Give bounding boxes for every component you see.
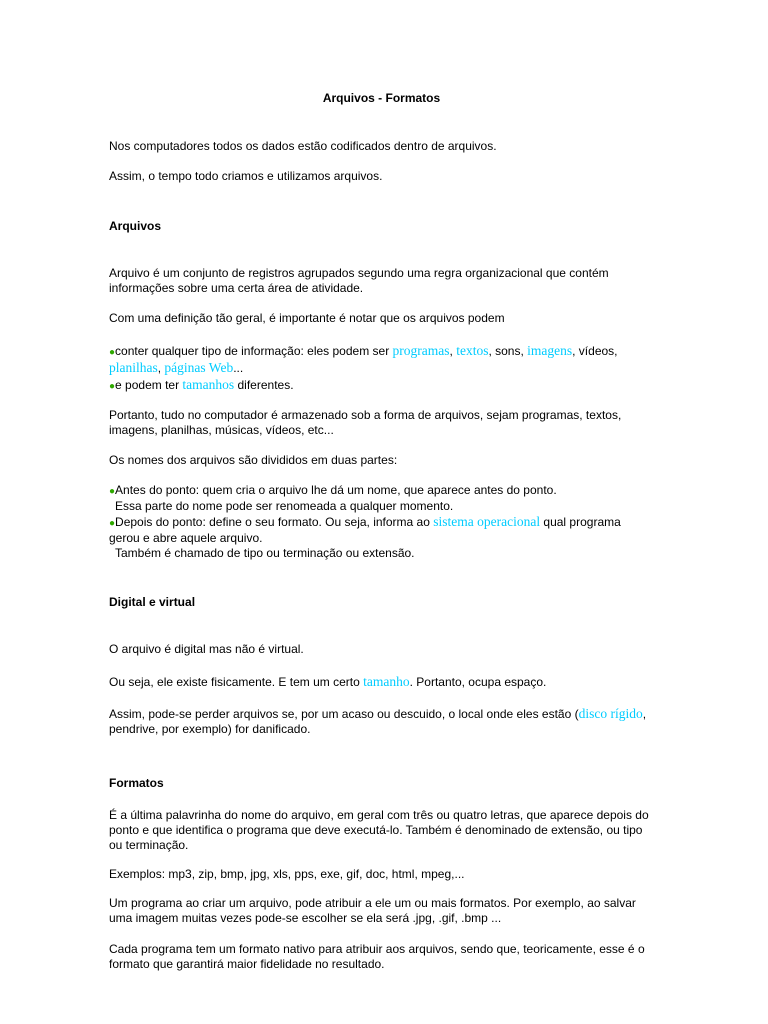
link-paginas-web[interactable]: páginas Web: [164, 360, 234, 375]
bullet-icon: ●: [109, 347, 116, 358]
digital-paragraph-3: Assim, pode-se perder arquivos se, por um acaso ou descuido, o local onde eles estão (disco rígido, pendrive, por exemplo) for danificado.: [109, 706, 647, 736]
link-imagens[interactable]: imagens: [527, 343, 573, 358]
bullet-item-2: ●e podem ter tamanhos diferentes.: [109, 377, 294, 392]
formatos-paragraph-2: Exemplos: mp3, zip, bmp, jpg, xls, pps, exe, gif, doc, html, mpeg,...: [109, 867, 465, 881]
bullet-item-1: ●conter qualquer tipo de informação: eles podem ser programas, textos, sons, imagens, vídeos, planilhas, páginas Web...: [109, 343, 618, 375]
intro-paragraph-2: Assim, o tempo todo criamos e utilizamos arquivos.: [109, 169, 383, 183]
digital-paragraph-1: O arquivo é digital mas não é virtual.: [109, 642, 304, 656]
bullet-item-4: ●Depois do ponto: define o seu formato. Ou seja, informa ao sistema operacional qual programa gerou e abre aquele arquivo. Também é chamado de tipo ou terminação ou extensão.: [109, 514, 621, 560]
link-sistema-operacional[interactable]: sistema operacional: [433, 514, 541, 529]
arquivos-paragraph-1: Arquivo é um conjunto de registros agrupados segundo uma regra organizacional que contém informações sobre uma certa área de atividade.: [109, 266, 609, 295]
formatos-paragraph-4: Cada programa tem um formato nativo para atribuir aos arquivos, sendo que, teoricamente, esse é o formato que garantirá maior fidelidade no resultado.: [109, 942, 645, 971]
digital-paragraph-2: Ou seja, ele existe fisicamente. E tem um certo tamanho. Portanto, ocupa espaço.: [109, 674, 547, 689]
arquivos-paragraph-3: Portanto, tudo no computador é armazenado sob a forma de arquivos, sejam programas, textos, imagens, planilhas, músicas, vídeos, etc...: [109, 408, 622, 437]
link-textos[interactable]: textos: [456, 343, 489, 358]
link-disco-rigido[interactable]: disco rígido: [578, 706, 643, 721]
link-tamanhos[interactable]: tamanhos: [182, 377, 235, 392]
bullet-icon: ●: [109, 486, 116, 497]
heading-arquivos: Arquivos: [109, 219, 162, 233]
arquivos-paragraph-4: Os nomes dos arquivos são divididos em duas partes:: [109, 453, 398, 467]
link-tamanho[interactable]: tamanho: [363, 674, 410, 689]
bullet-item-3: ●Antes do ponto: quem cria o arquivo lhe dá um nome, que aparece antes do ponto. Essa parte do nome pode ser renomeada a qualquer momento.: [109, 483, 557, 513]
bullet-icon: ●: [109, 518, 116, 529]
intro-paragraph-1: Nos computadores todos os dados estão codificados dentro de arquivos.: [109, 139, 497, 153]
formatos-paragraph-1: É a última palavrinha do nome do arquivo, em geral com três ou quatro letras, que aparece depois do ponto e que identifica o programa que deve executá-lo. Também é denominado de extensão, ou tipo ou terminação.: [109, 808, 649, 852]
formatos-paragraph-3: Um programa ao criar um arquivo, pode atribuir a ele um ou mais formatos. Por exemplo, ao salvar uma imagem muitas vezes pode-se escolher se ela será .jpg, .gif, .bmp ...: [109, 896, 636, 925]
bullet-icon: ●: [109, 381, 116, 392]
link-planilhas[interactable]: planilhas: [109, 360, 158, 375]
page-title: Arquivos - Formatos: [322, 91, 441, 105]
heading-digital-virtual: Digital e virtual: [109, 595, 196, 609]
arquivos-paragraph-2: Com uma definição tão geral, é importante é notar que os arquivos podem: [109, 311, 505, 325]
link-programas[interactable]: programas: [392, 343, 450, 358]
heading-formatos: Formatos: [109, 776, 164, 790]
